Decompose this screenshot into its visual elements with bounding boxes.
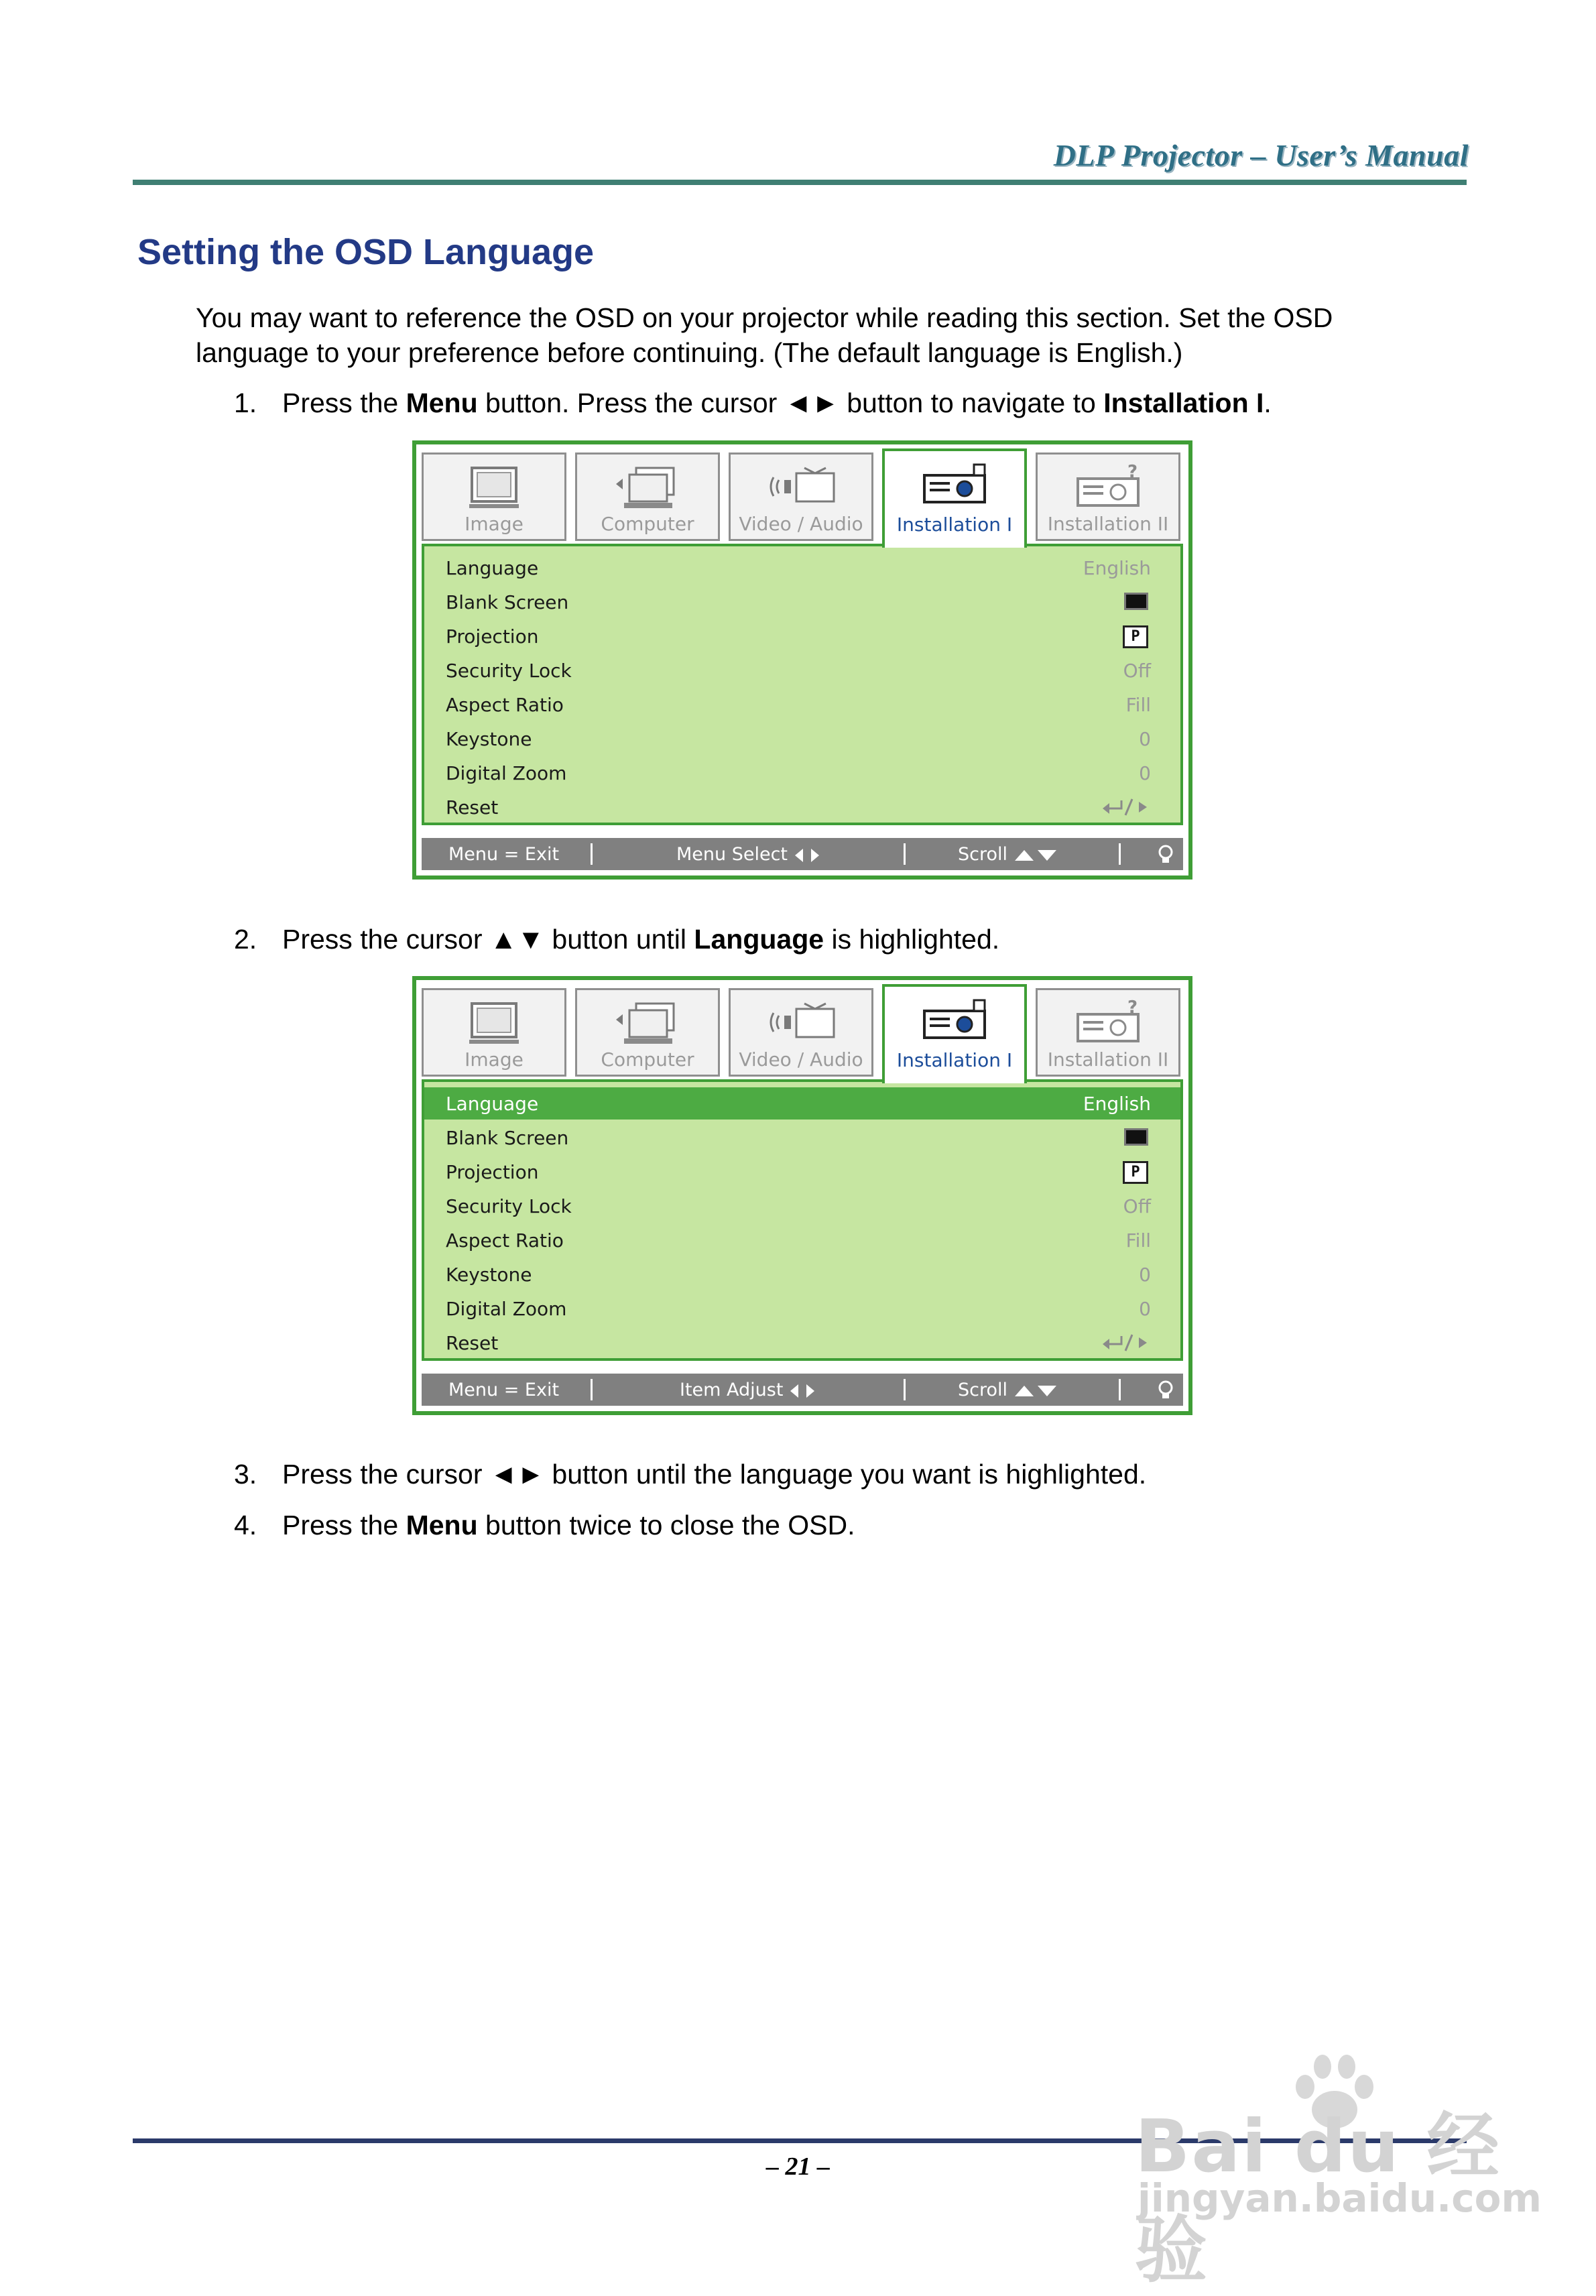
computer-icon xyxy=(611,464,684,516)
footer-scroll-hint: Scroll xyxy=(958,844,1058,865)
footer-exit-hint: Menu = Exit xyxy=(448,1380,560,1400)
osd-tab-image[interactable]: Image xyxy=(422,988,566,1077)
osd-row-keystone[interactable]: Keystone 0 xyxy=(446,728,1151,750)
osd-row-language[interactable]: Language English xyxy=(446,557,1151,579)
osd-row-blank-screen[interactable]: Blank Screen xyxy=(424,1122,1180,1154)
osd-tab-video-audio[interactable]: Video / Audio xyxy=(729,452,873,541)
watermark-url: jingyan.baidu.com xyxy=(1138,2175,1542,2221)
svg-text:?: ? xyxy=(1127,1000,1138,1018)
step-3: 3. Press the cursor ◄► button until the language you want is highlighted. xyxy=(234,1459,1147,1490)
osd-tab-computer[interactable]: Computer xyxy=(575,988,720,1077)
osd-settings-panel xyxy=(422,544,1183,825)
enter-icon xyxy=(1100,798,1151,817)
osd-tab-installation-1[interactable]: Installation I xyxy=(882,984,1027,1083)
step-4: 4. Press the Menu button twice to close the OSD. xyxy=(234,1510,855,1540)
osd-row-reset[interactable]: Reset xyxy=(424,791,1180,823)
watermark-brand: Bai du 经验 xyxy=(1135,2105,1501,2293)
video-audio-icon xyxy=(764,1000,838,1052)
osd-row-projection[interactable]: Projection P xyxy=(424,620,1180,652)
footer-separator xyxy=(591,843,593,865)
help-bulb-icon[interactable] xyxy=(1155,843,1176,865)
osd-tab-bar xyxy=(422,985,1183,1079)
section-title: Setting the OSD Language xyxy=(137,232,595,272)
enter-icon xyxy=(1100,1333,1151,1352)
osd-tab-computer[interactable]: Computer xyxy=(575,452,720,541)
osd-tab-installation-2[interactable]: ? Installation II xyxy=(1036,988,1180,1077)
osd-menu-installation-1 xyxy=(412,440,1192,880)
osd-footer-bar xyxy=(422,1374,1183,1406)
footer-separator xyxy=(1119,843,1121,865)
projector-icon xyxy=(918,461,991,513)
osd-row-security-lock[interactable]: Security Lock Off xyxy=(446,660,1151,682)
help-bulb-icon[interactable] xyxy=(1155,1379,1176,1400)
svg-text:?: ? xyxy=(1127,464,1138,482)
osd-row-reset[interactable]: Reset xyxy=(424,1327,1180,1359)
manual-header-title: DLP Projector – User’s Manual xyxy=(1053,138,1469,172)
monitor-icon xyxy=(457,1000,531,1052)
page-number: – 21 – xyxy=(766,2153,830,2181)
footer-scroll-hint: Scroll xyxy=(958,1380,1058,1400)
projection-p-icon: P xyxy=(1123,625,1148,648)
left-right-arrows-icon xyxy=(794,847,820,864)
osd-row-security-lock[interactable]: Security Lock Off xyxy=(446,1195,1151,1217)
footer-action-hint: Item Adjust xyxy=(680,1380,816,1400)
baidu-watermark xyxy=(1133,2068,1542,2293)
osd-row-projection[interactable]: Projection P xyxy=(424,1156,1180,1188)
computer-icon xyxy=(611,1000,684,1052)
osd-row-digital-zoom[interactable]: Digital Zoom 0 xyxy=(446,1298,1151,1320)
osd-footer-bar xyxy=(422,838,1183,870)
projector-settings-icon xyxy=(1071,1000,1145,1052)
intro-paragraph: You may want to reference the OSD on your projector while reading this section. Set the OSD language to your preference before continuing. (The default language is English.) xyxy=(196,302,1333,368)
osd-row-aspect-ratio[interactable]: Aspect Ratio Fill xyxy=(446,694,1151,716)
monitor-icon xyxy=(457,464,531,516)
up-down-arrows-icon xyxy=(1014,847,1058,863)
footer-exit-hint: Menu = Exit xyxy=(448,844,560,865)
osd-row-keystone[interactable]: Keystone 0 xyxy=(446,1264,1151,1286)
osd-tab-image[interactable]: Image xyxy=(422,452,566,541)
header-rule xyxy=(133,180,1467,185)
left-right-arrows-icon xyxy=(789,1382,816,1400)
step-1: 1. Press the Menu button. Press the cursor ◄► button to navigate to Installation I. xyxy=(234,387,1272,418)
video-audio-icon xyxy=(764,464,838,516)
footer-separator xyxy=(904,843,906,865)
black-swatch-icon xyxy=(1124,593,1148,610)
osd-row-blank-screen[interactable]: Blank Screen xyxy=(424,586,1180,618)
projection-p-icon: P xyxy=(1123,1161,1148,1184)
up-down-arrows-icon xyxy=(1014,1383,1058,1399)
osd-tab-bar xyxy=(422,450,1183,544)
osd-menu-installation-1-language-highlighted xyxy=(412,976,1192,1415)
osd-row-language[interactable]: Language English xyxy=(424,1087,1180,1120)
black-swatch-icon xyxy=(1124,1128,1148,1146)
footer-separator xyxy=(904,1379,906,1400)
footer-action-hint: Menu Select xyxy=(676,844,820,865)
osd-row-aspect-ratio[interactable]: Aspect Ratio Fill xyxy=(446,1229,1151,1252)
footer-separator xyxy=(1119,1379,1121,1400)
osd-tab-installation-1[interactable]: Installation I xyxy=(882,448,1027,548)
footer-separator xyxy=(591,1379,593,1400)
osd-tab-video-audio[interactable]: Video / Audio xyxy=(729,988,873,1077)
projector-settings-icon xyxy=(1071,464,1145,516)
osd-settings-panel xyxy=(422,1079,1183,1361)
osd-tab-installation-2[interactable]: ? Installation II xyxy=(1036,452,1180,541)
osd-row-digital-zoom[interactable]: Digital Zoom 0 xyxy=(446,762,1151,784)
step-2: 2. Press the cursor ▲▼ button until Language is highlighted. xyxy=(234,924,1000,955)
projector-icon xyxy=(918,996,991,1048)
